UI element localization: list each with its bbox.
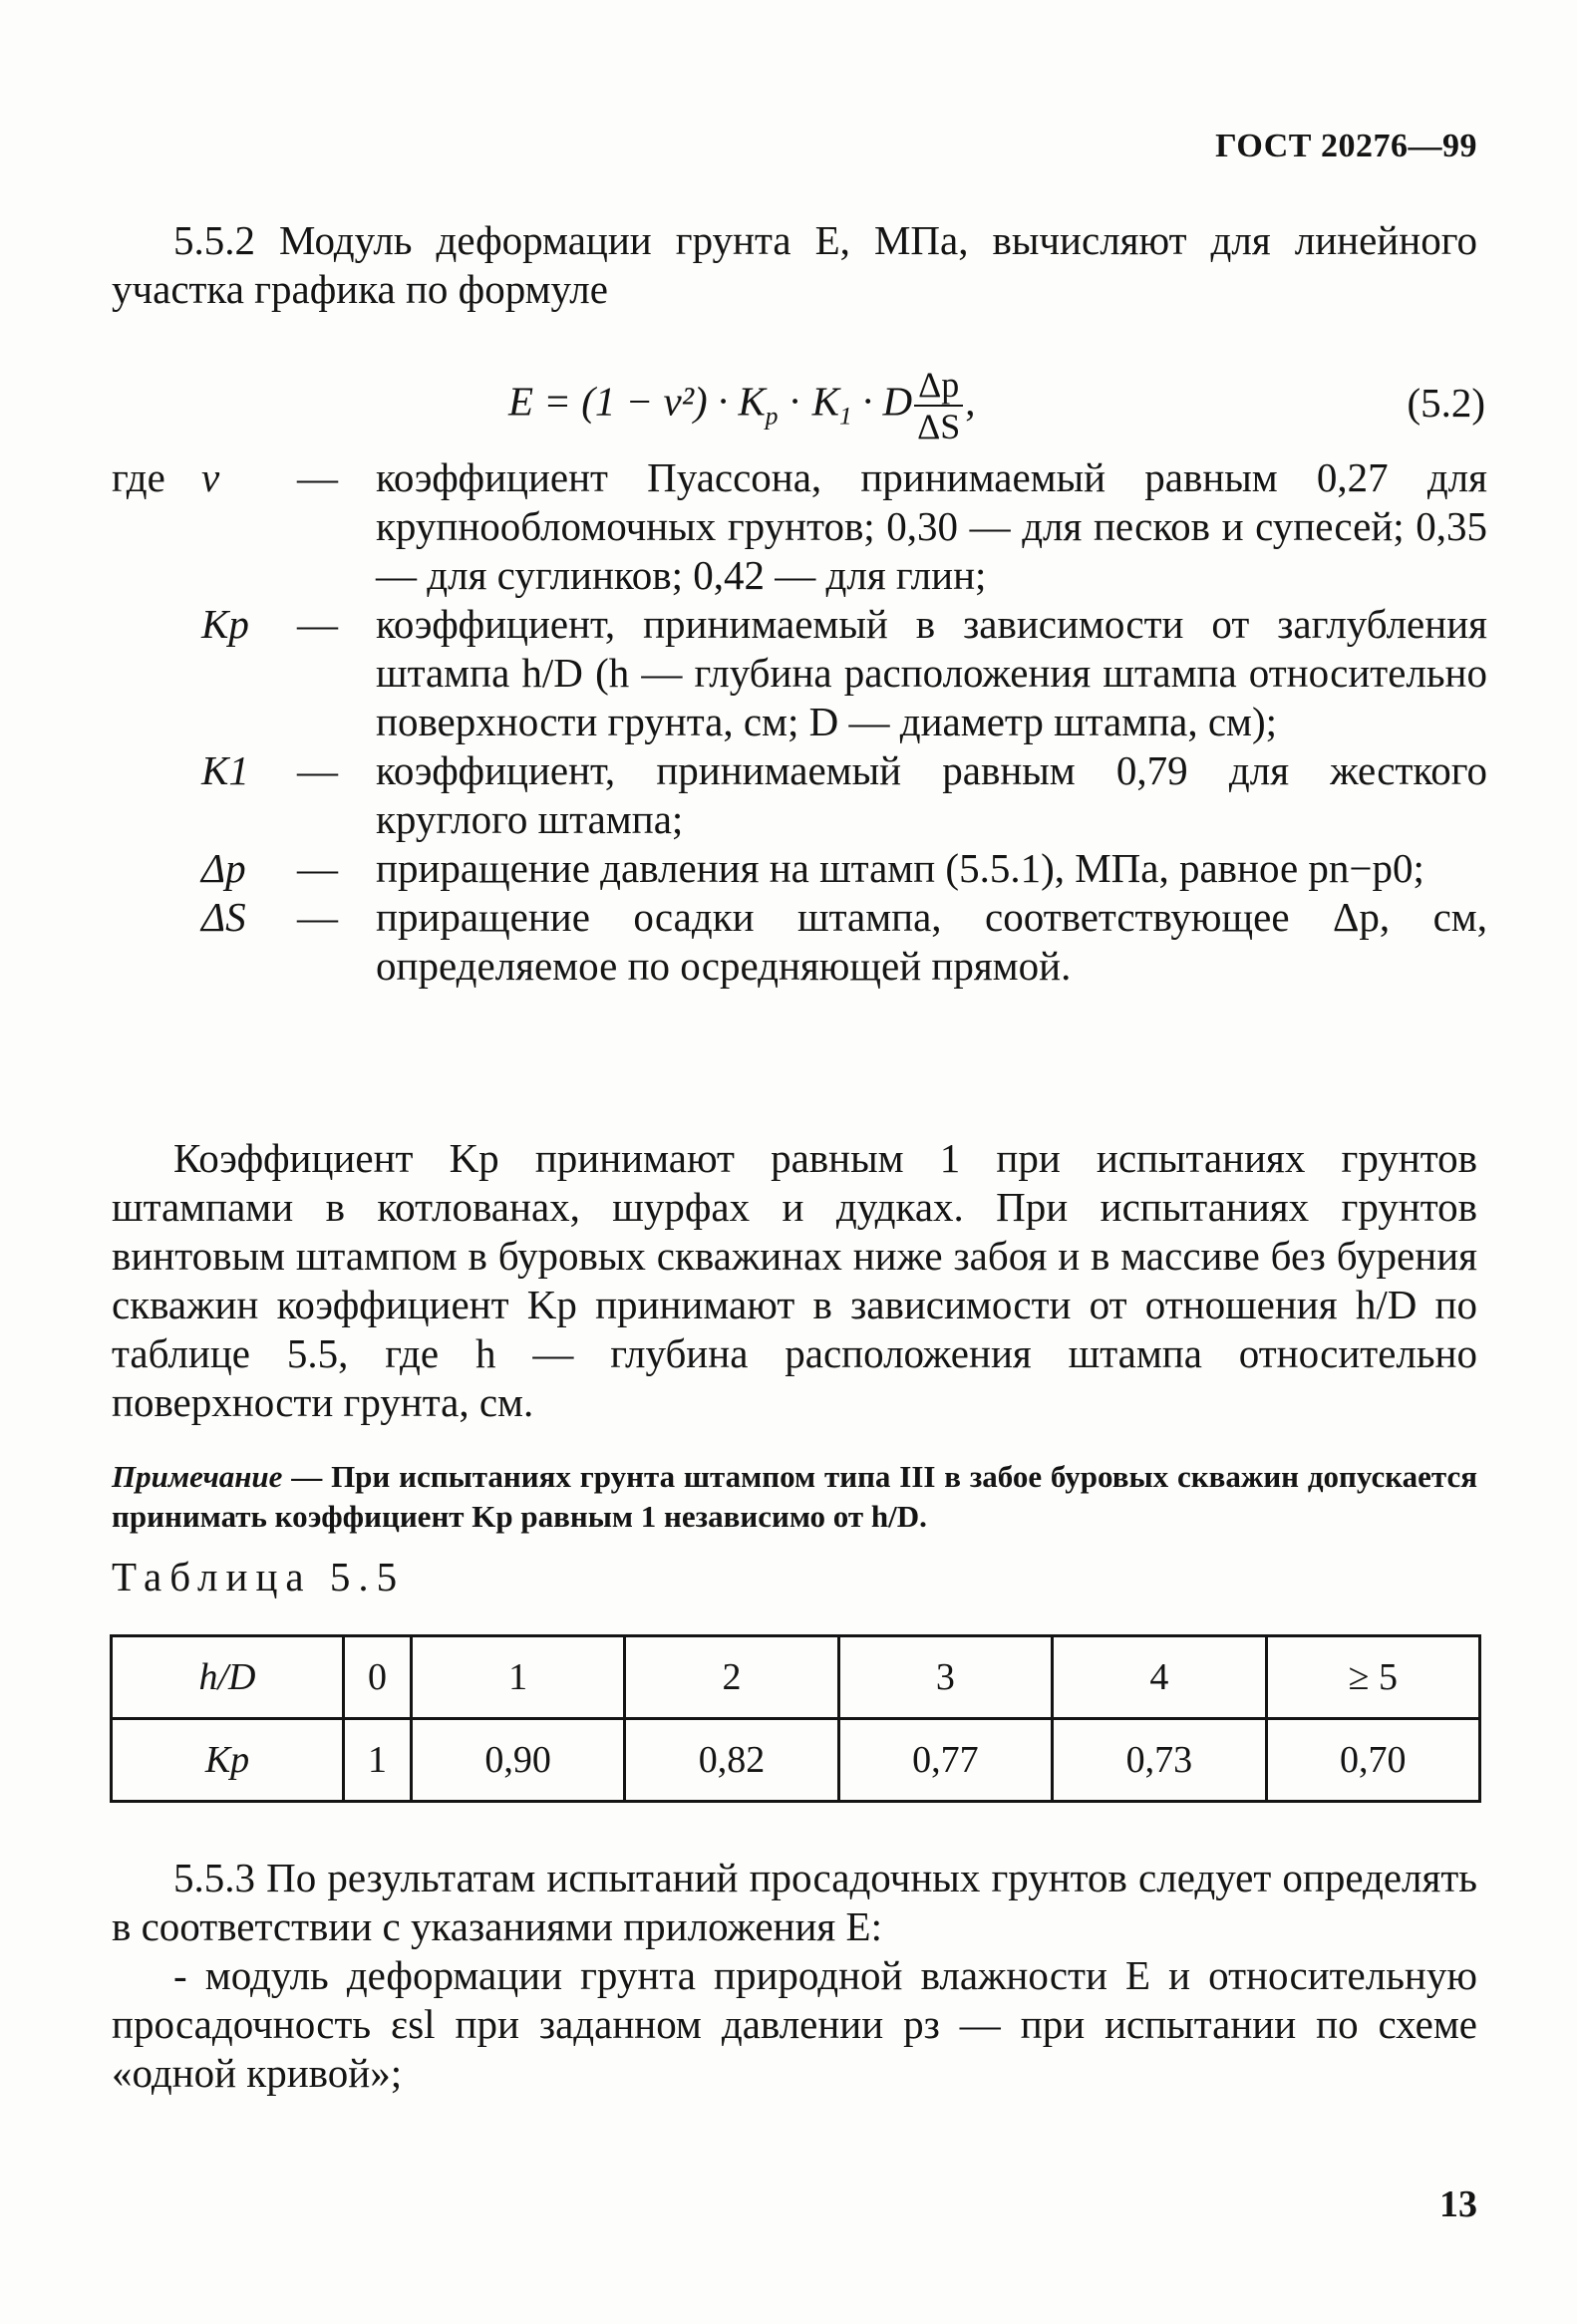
table-cell: 0,73 xyxy=(1053,1719,1266,1802)
table-row xyxy=(112,1719,1480,1802)
definition-symbol: Kp xyxy=(201,601,249,647)
paragraph-line-text: - модуль деформации грунта природной влажности E и относительную просадочность εsl при заданном давлении pз — при испытании по схеме «одной кривой»; xyxy=(112,1952,1477,2096)
table-cell: 1 xyxy=(411,1636,624,1719)
document-header: ГОСТ 20276—99 xyxy=(1215,128,1477,164)
table-cell: 2 xyxy=(625,1636,838,1719)
paragraph-coefficient xyxy=(112,1134,1477,1427)
definition-symbol: K1 xyxy=(201,747,249,793)
formula-numerator: Δp xyxy=(914,367,963,407)
table-cell: 0,82 xyxy=(625,1719,838,1802)
note-text: — При испытаниях грунта штампом типа III в забое буровых скважин допускается принимать коэффициент Kp равным 1 независимо от h/D. xyxy=(112,1459,1477,1534)
formula-expression xyxy=(508,367,975,444)
formula-d: · D xyxy=(851,378,913,425)
formula-fraction xyxy=(914,367,963,444)
definition-symbol: ΔS xyxy=(201,894,246,940)
paragraph-5-5-2 xyxy=(112,216,1477,314)
page-number: 13 xyxy=(1439,2183,1477,2225)
table-cell: 4 xyxy=(1053,1636,1266,1719)
formula-k1: K xyxy=(811,378,840,425)
definition-text: коэффициент Пуассона, принимаемый равным 0,27 для крупнообломочных грунтов; 0,30 — для песков и супесей; 0,35 — для суглинков; 0,42 — для глин; xyxy=(376,454,1487,598)
note-label: Примечание xyxy=(112,1459,283,1494)
definition-text: приращение давления на штамп (5.5.1), МПа, равное pn−p0; xyxy=(376,845,1424,891)
formula-kp: K xyxy=(738,378,766,425)
definition-dash: — xyxy=(297,454,338,500)
paragraph-line-text: 5.5.3 По результатам испытаний просадочных грунтов следует определять в соответствии с указаниями приложения Е: xyxy=(112,1855,1477,1949)
table-cell: 0 xyxy=(344,1636,412,1719)
paragraph-line xyxy=(112,1951,1477,2098)
table-header-cell: Kp xyxy=(112,1719,344,1802)
formula-5-2 xyxy=(508,349,1485,458)
definition-text: коэффициент, принимаемый равным 0,79 для жесткого круглого штампа; xyxy=(376,747,1487,842)
table-cell: 3 xyxy=(838,1636,1052,1719)
table-cell: 0,70 xyxy=(1266,1719,1479,1802)
definition-symbol: ν xyxy=(201,454,220,500)
definition-item xyxy=(112,893,1487,991)
definition-dash: — xyxy=(297,601,338,647)
paragraph-line xyxy=(112,1854,1477,1951)
formula-mid: · xyxy=(778,378,812,425)
formula-denominator: ΔS xyxy=(917,407,961,446)
table-cell: 1 xyxy=(344,1719,412,1802)
formula-k1-sub: 1 xyxy=(839,402,852,431)
equation-number: (5.2) xyxy=(1407,380,1485,426)
table-caption: Таблица 5.5 xyxy=(112,1554,406,1599)
paragraph-5-5-2-text: 5.5.2 Модуль деформации грунта E, МПа, вычисляют для линейного участка графика по формуле xyxy=(112,217,1477,312)
definition-item xyxy=(112,453,1487,600)
formula-tail: , xyxy=(965,378,976,425)
table-5-5 xyxy=(110,1634,1481,1803)
table-cell: 0,90 xyxy=(411,1719,624,1802)
definition-dash: — xyxy=(297,894,338,940)
table-row xyxy=(112,1636,1480,1719)
definition-dash: — xyxy=(297,845,338,891)
definition-text: коэффициент, принимаемый в зависимости от заглубления штампа h/D (h — глубина расположения штампа относительно поверхности грунта, см; D — диаметр штампа, см); xyxy=(376,601,1487,744)
note xyxy=(112,1457,1477,1537)
definition-item xyxy=(112,746,1487,844)
definitions-list xyxy=(112,453,1487,991)
definition-item xyxy=(112,600,1487,746)
definition-text: приращение осадки штампа, соответствующее Δp, см, определяемое по осредняющей прямой. xyxy=(376,894,1487,989)
where-word: где xyxy=(112,454,165,500)
formula-lhs: E = (1 − ν²) · xyxy=(508,378,739,425)
paragraph-coefficient-text: Коэффициент Kp принимают равным 1 при испытаниях грунтов штампами в котлованах, шурфах и дудках. При испытаниях грунтов винтовым штампом в буровых скважинах ниже забоя и в массиве без бурения скважин коэффициент Kp принимают в зависимости от отношения h/D по таблице 5.5, где h — глубина расположения штампа относительно поверхности грунта, см. xyxy=(112,1135,1477,1425)
formula-kp-sub: p xyxy=(765,402,779,431)
definition-symbol: Δp xyxy=(201,845,246,891)
definition-item xyxy=(112,844,1487,893)
table-cell: 0,77 xyxy=(838,1719,1052,1802)
paragraph-5-5-3 xyxy=(112,1854,1477,2098)
table-cell: ≥ 5 xyxy=(1266,1636,1479,1719)
definition-dash: — xyxy=(297,747,338,793)
table-header-cell: h/D xyxy=(112,1636,344,1719)
